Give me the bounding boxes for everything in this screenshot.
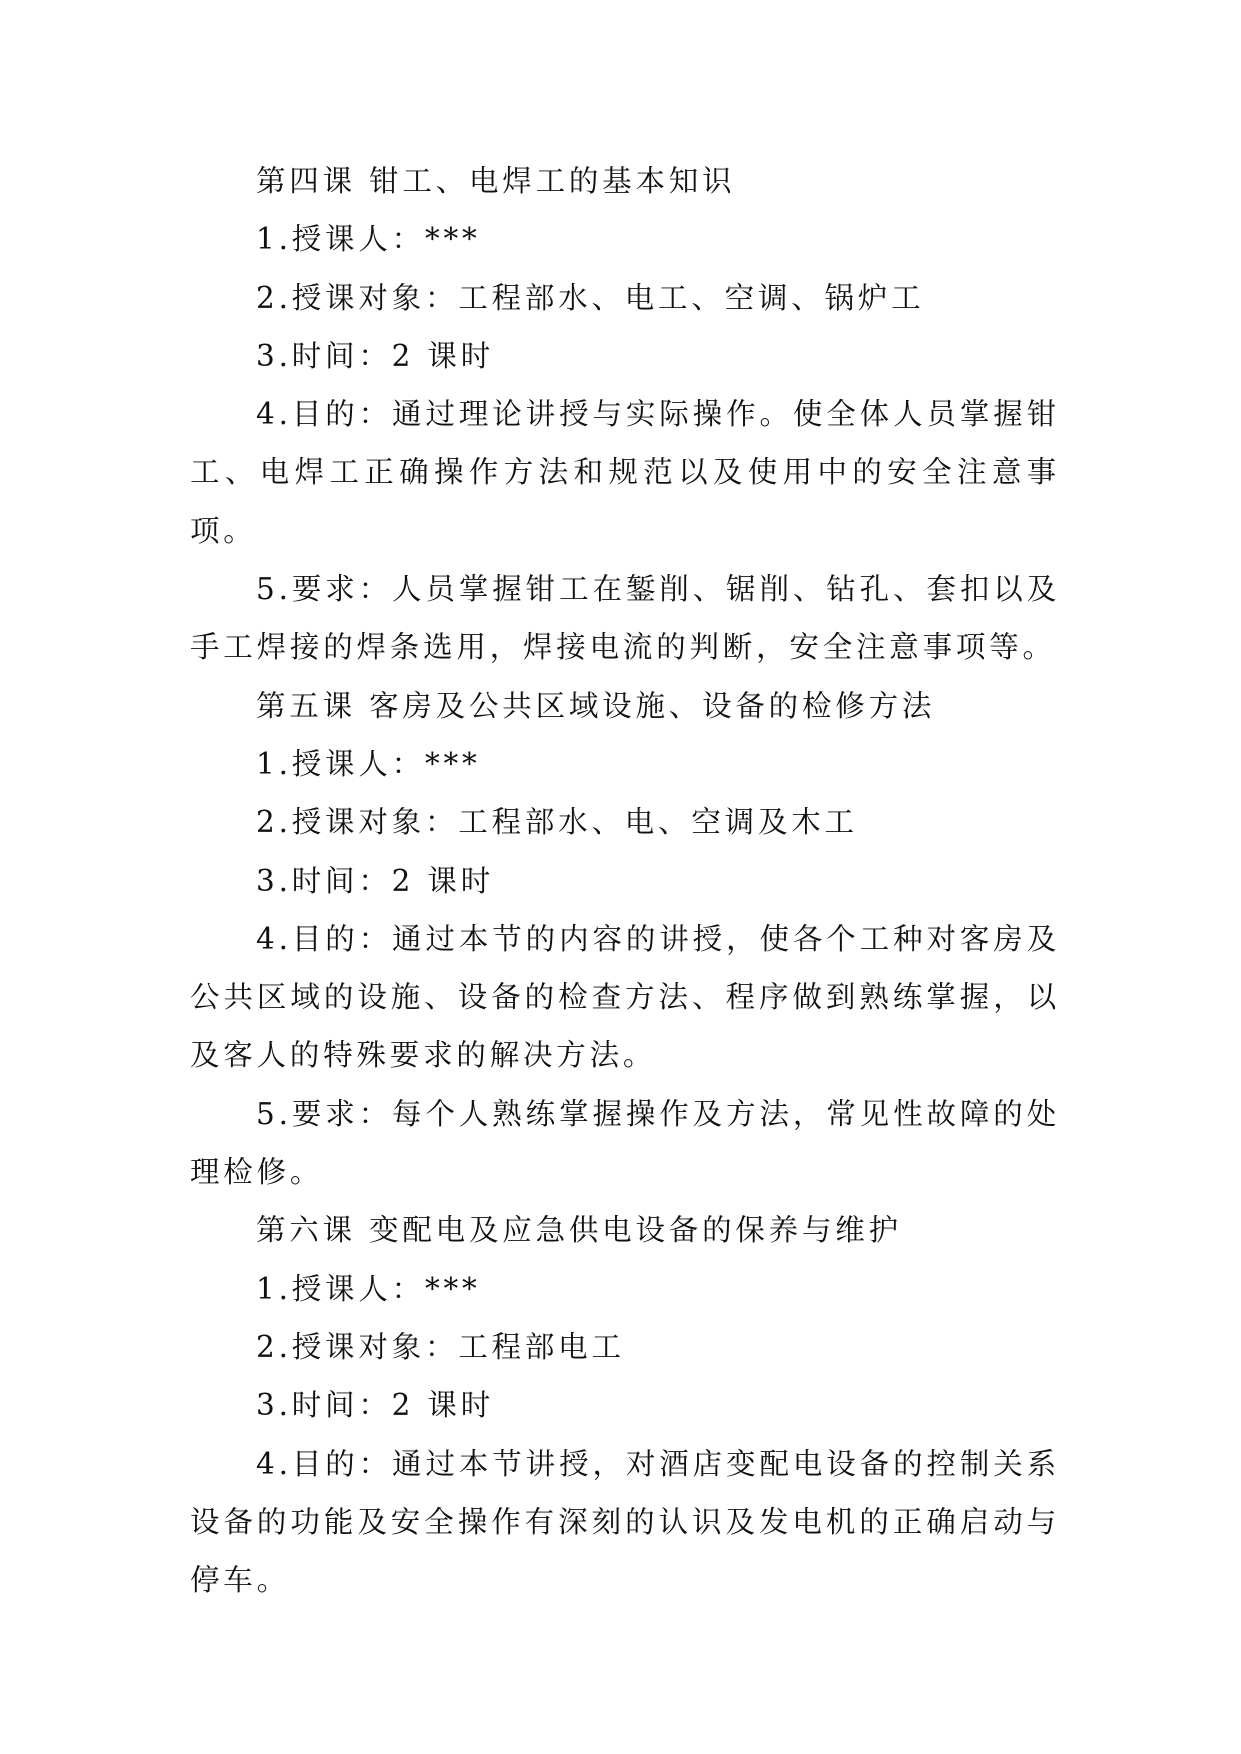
lesson-6-time: 3.时间：2 课时: [256, 1388, 494, 1423]
lesson-4-time: 3.时间：2 课时: [256, 338, 494, 373]
lesson-6-audience: 2.授课对象：工程部电工: [256, 1329, 625, 1364]
lesson-5-audience: 2.授课对象：工程部水、电、空调及木工: [256, 805, 858, 840]
lesson-6-purpose: 4.目的：通过本节讲授，对酒店变配电设备的控制关系设备的功能及安全操作有深刻的认识及发电机的正确启动与停车。: [190, 1446, 1060, 1598]
lesson-4-instructor: 1.授课人：***: [256, 222, 481, 257]
lesson-5-purpose: 4.目的：通过本节的内容的讲授，使各个工种对客房及公共区域的设施、设备的检查方法、程序做到熟练掌握，以及客人的特殊要求的解决方法。: [190, 921, 1060, 1073]
lesson-6-title: 第六课 变配电及应急供电设备的保养与维护: [256, 1213, 902, 1248]
lesson-4-audience: 2.授课对象：工程部水、电工、空调、锅炉工: [256, 280, 925, 315]
lesson-4-requirements: 5.要求：人员掌握钳工在錾削、锯削、钻孔、套扣以及手工焊接的焊条选用，焊接电流的判断，安全注意事项等。: [190, 572, 1060, 665]
lesson-6-instructor: 1.授课人：***: [256, 1271, 481, 1306]
lesson-4-purpose: 4.目的：通过理论讲授与实际操作。使全体人员掌握钳工、电焊工正确操作方法和规范以及使用中的安全注意事项。: [190, 397, 1060, 548]
lesson-5-requirements: 5.要求：每个人熟练掌握操作及方法，常见性故障的处理检修。: [190, 1096, 1060, 1190]
lesson-4-title: 第四课 钳工、电焊工的基本知识: [256, 164, 736, 198]
document-body: [190, 152, 1060, 1609]
lesson-5-instructor: 1.授课人：***: [256, 746, 481, 781]
lesson-5-time: 3.时间：2 课时: [256, 863, 494, 898]
lesson-5-title: 第五课 客房及公共区域设施、设备的检修方法: [256, 688, 936, 723]
